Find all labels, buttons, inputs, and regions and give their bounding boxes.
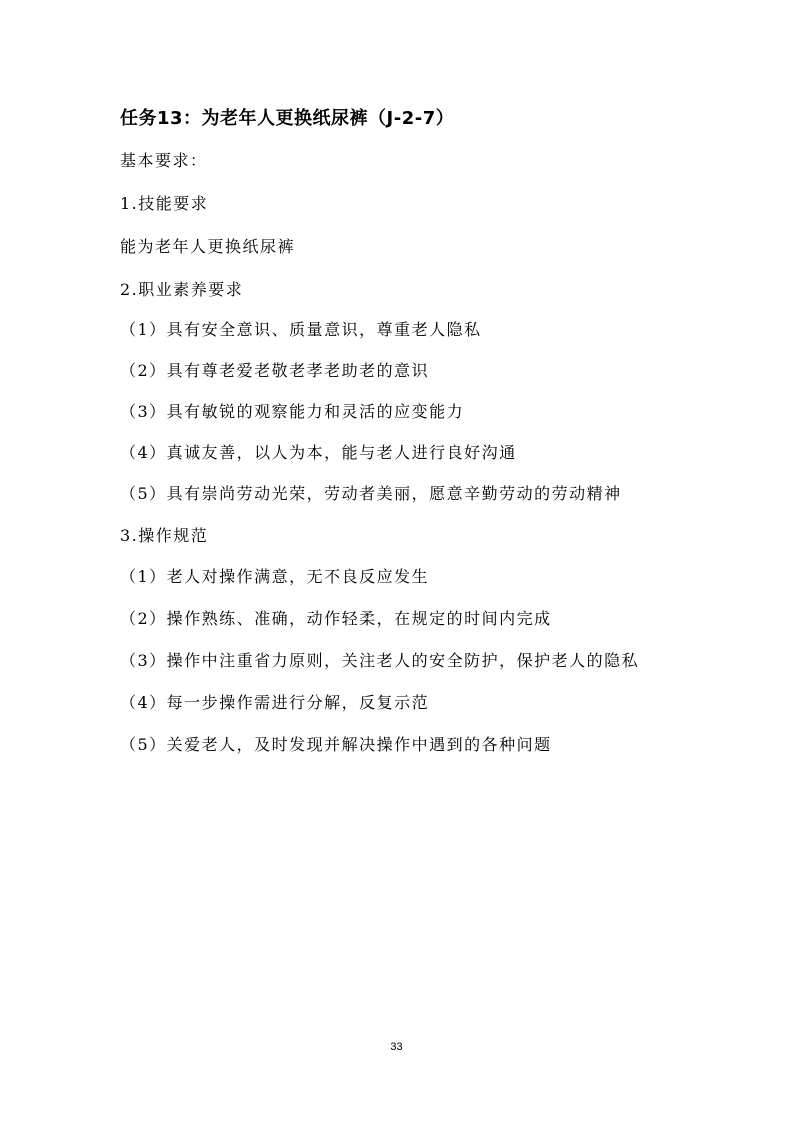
section2-item: （4）真诚友善，以人为本，能与老人进行良好沟通 [120, 443, 517, 462]
section3-item: （1）老人对操作满意，无不良反应发生 [120, 567, 430, 586]
section3-heading: 3.操作规范 [120, 526, 209, 545]
section3-item: （2）操作熟练、准确，动作轻柔，在规定的时间内完成 [120, 609, 552, 628]
section1-text: 能为老年人更换纸尿裤 [120, 237, 296, 256]
section2-item: （5）具有崇尚劳动光荣，劳动者美丽，愿意辛勤劳动的劳动精神 [120, 484, 622, 503]
section2-item: （1）具有安全意识、质量意识，尊重老人隐私 [120, 320, 482, 339]
basic-requirements-label: 基本要求： [120, 151, 208, 170]
section3-item: （3）操作中注重省力原则，关注老人的安全防护，保护老人的隐私 [120, 651, 640, 670]
section2-item: （3）具有敏锐的观察能力和灵活的应变能力 [120, 402, 465, 421]
section1-heading: 1.技能要求 [120, 194, 209, 213]
task-title: 任务13：为老年人更换纸尿裤（J-2-7） [120, 108, 455, 129]
page-number: 33 [390, 1041, 403, 1053]
section3-item: （5）关爱老人，及时发现并解决操作中遇到的各种问题 [120, 735, 552, 754]
section2-item: （2）具有尊老爱老敬老孝老助老的意识 [120, 361, 430, 380]
section2-heading: 2.职业素养要求 [120, 280, 244, 299]
section3-item: （4）每一步操作需进行分解，反复示范 [120, 693, 430, 712]
